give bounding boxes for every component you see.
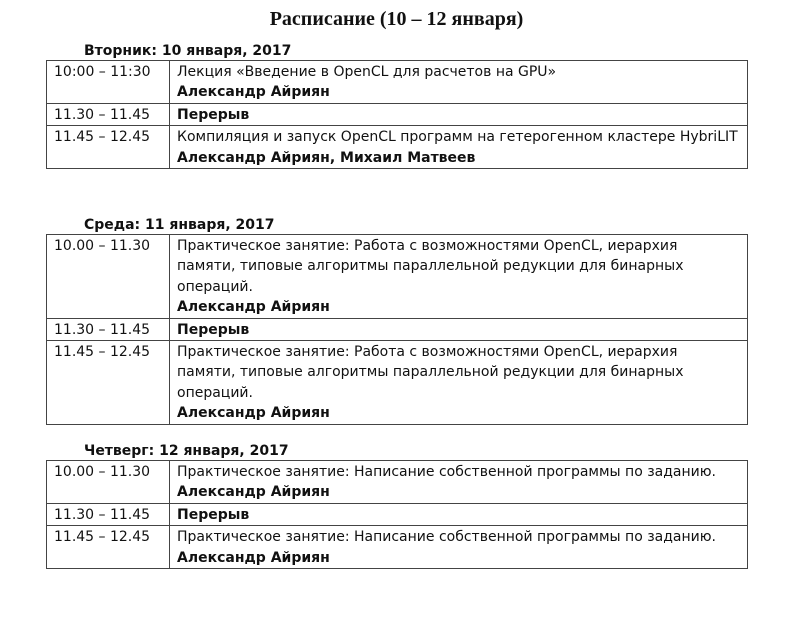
schedule-table xyxy=(46,60,748,169)
table-row xyxy=(47,341,748,425)
session-cell xyxy=(170,61,748,104)
break-label: Перерыв xyxy=(170,318,748,340)
day-section-thursday xyxy=(46,442,748,569)
session-speaker: Александр Айриян xyxy=(177,299,330,316)
time-cell: 10:00 – 11:30 xyxy=(47,61,170,104)
session-speaker: Александр Айриян xyxy=(177,405,330,422)
time-cell: 11.45 – 12.45 xyxy=(47,526,170,569)
session-speaker: Александр Айриян xyxy=(177,84,330,101)
session-cell xyxy=(170,341,748,425)
day-heading: Вторник: 10 января, 2017 xyxy=(84,43,292,59)
table-row xyxy=(47,318,748,340)
table-row xyxy=(47,526,748,569)
session-cell xyxy=(170,526,748,569)
time-cell: 11.30 – 11.45 xyxy=(47,103,170,125)
table-row xyxy=(47,126,748,169)
day-section-wednesday xyxy=(46,216,748,425)
time-cell: 11.45 – 12.45 xyxy=(47,126,170,169)
table-row xyxy=(47,235,748,319)
day-section-tuesday xyxy=(46,42,748,169)
session-cell xyxy=(170,126,748,169)
page-title: Расписание (10 – 12 января) xyxy=(269,8,524,30)
session-description: Практическое занятие: Написание собственной программы по заданию. xyxy=(177,464,716,480)
time-cell: 11.30 – 11.45 xyxy=(47,318,170,340)
break-label: Перерыв xyxy=(170,503,748,525)
time-cell: 10.00 – 11.30 xyxy=(47,461,170,504)
table-row xyxy=(47,103,748,125)
table-row xyxy=(47,61,748,104)
session-description: Лекция «Введение в OpenCL для расчетов на GPU» xyxy=(177,64,557,80)
session-description: Практическое занятие: Написание собственной программы по заданию. xyxy=(177,529,716,546)
session-speaker: Александр Айриян xyxy=(177,484,330,501)
schedule-table xyxy=(46,460,748,569)
table-row xyxy=(47,503,748,525)
session-speaker: Александр Айриян, Михаил Матвеев xyxy=(177,149,476,166)
session-cell xyxy=(170,235,748,319)
session-description: Практическое занятие: Работа с возможностями OpenCL, иерархия памяти, типовые алгоритмы параллельной редукции для бинарных операций. xyxy=(177,344,684,401)
session-cell xyxy=(170,461,748,504)
session-speaker: Александр Айриян xyxy=(177,549,330,566)
day-heading: Четверг: 12 января, 2017 xyxy=(84,443,289,459)
time-cell: 10.00 – 11.30 xyxy=(47,235,170,319)
schedule-table xyxy=(46,234,748,425)
session-description: Компиляция и запуск OpenCL программ на гетерогенном кластере HybriLIT xyxy=(177,129,738,146)
time-cell: 11.45 – 12.45 xyxy=(47,341,170,425)
break-label: Перерыв xyxy=(170,103,748,125)
table-row xyxy=(47,461,748,504)
day-heading: Среда: 11 января, 2017 xyxy=(84,217,275,233)
session-description: Практическое занятие: Работа с возможностями OpenCL, иерархия памяти, типовые алгоритмы параллельной редукции для бинарных операций. xyxy=(177,238,684,295)
time-cell: 11.30 – 11.45 xyxy=(47,503,170,525)
